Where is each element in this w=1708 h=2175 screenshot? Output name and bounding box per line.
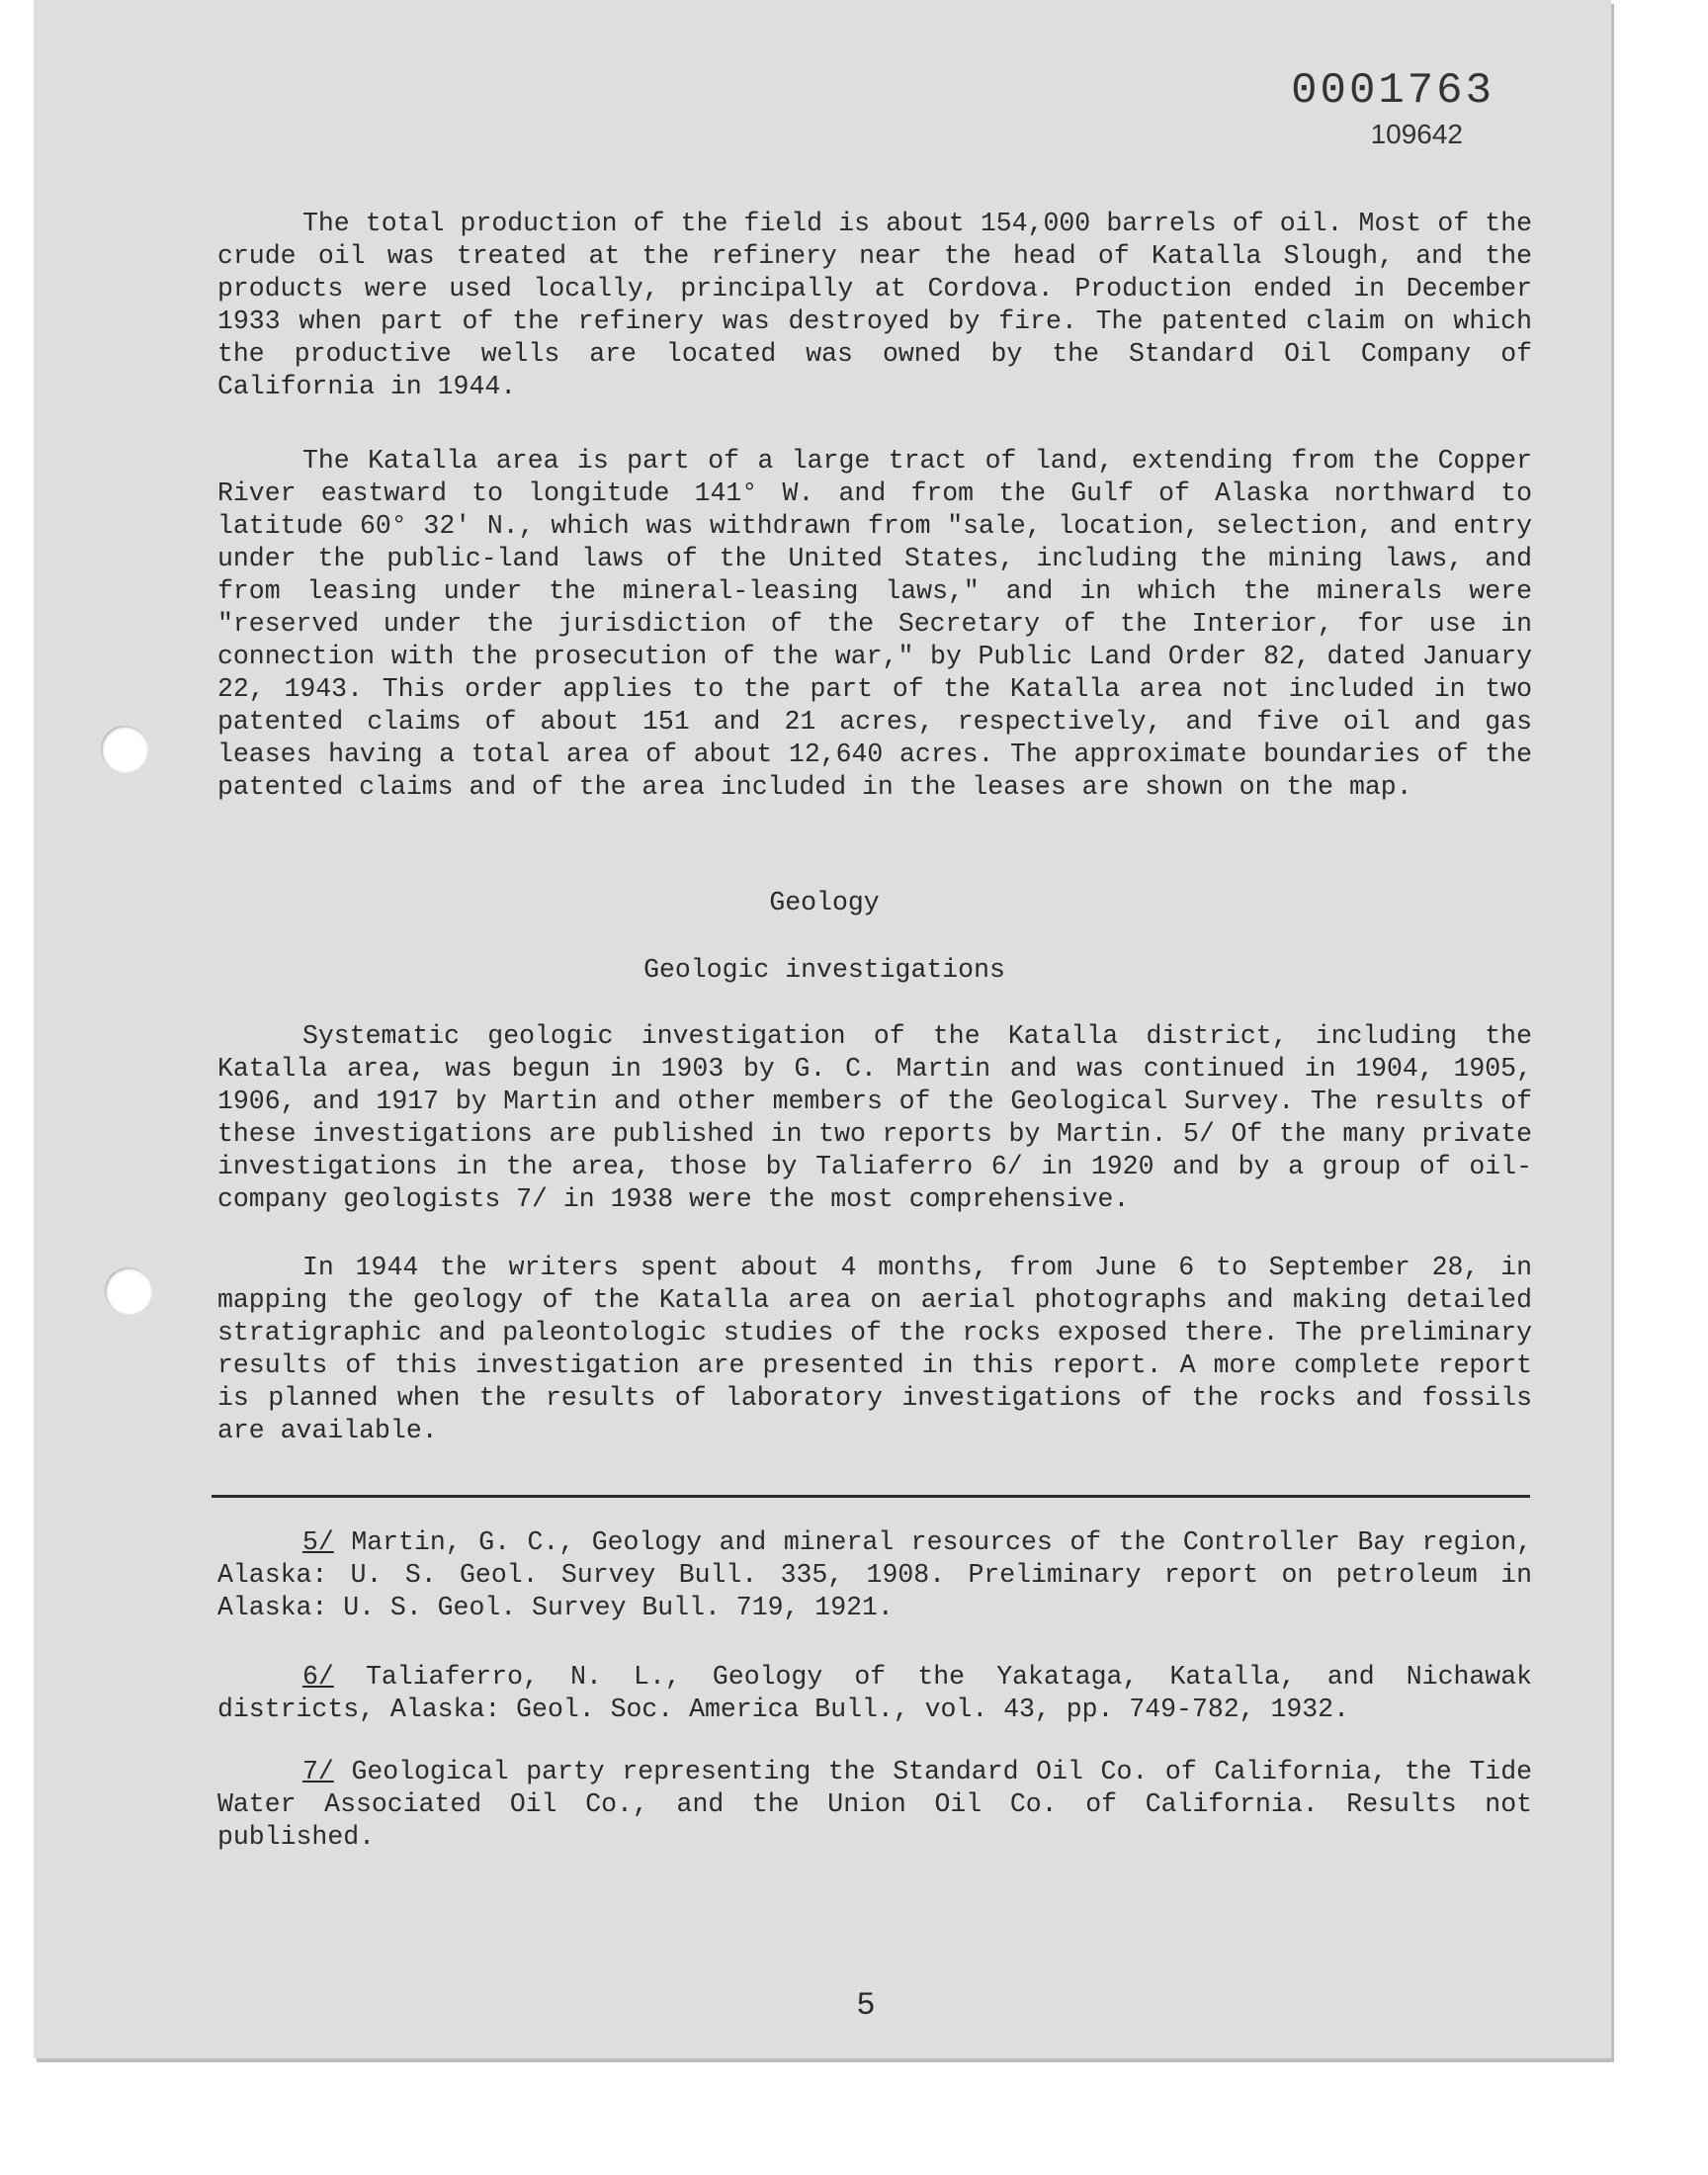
footnote-6 xyxy=(217,1661,1532,1726)
punch-hole-upper xyxy=(101,726,148,773)
subsection-heading: Geologic investigations xyxy=(643,955,1005,985)
paragraph-withdrawal: The Katalla area is part of a large tract of land, extending from the Copper River eastward to longitude 141° W. and from the Gulf of Alaska northward to latitude 60° 32' N., which was withdrawn from "sale, location, selection, and entry under the public-land laws of the United States, including the mining laws, and from leasing under the mineral-leasing laws," and in which the minerals were "reserved under the jurisdiction of the Secretary of the Interior, for use in connection with the prosecution of the war," by Public Land Order 82, dated January 22, 1943. This order applies to the part of the Katalla area not included in two patented claims of about 151 and 21 acres, respectively, and five oil and gas leases having a total area of about 12,640 acres. The approximate boundaries of the patented claims and of the area included in the leases are shown on the map. xyxy=(217,446,1532,802)
punch-hole-lower xyxy=(105,1267,152,1315)
document-number: 0001763 xyxy=(1291,66,1494,116)
footnote-text: Taliaferro, N. L., Geology of the Yakataga, Katalla, and Nichawak districts, Alaska: Geol. Soc. America Bull., vol. 43, pp. 749-782, 1932. xyxy=(217,1662,1533,1724)
page-number: 5 xyxy=(856,1987,876,2024)
paragraph-investigations: Systematic geologic investigation of the Katalla district, including the Katalla area, was begun in 1903 by G. C. Martin and was continued in 1904, 1905, 1906, and 1917 by Martin and other members of the Geological Survey. The results of these investigations are published in two reports by Martin. 5/ Of the many private investigations in the area, those by Taliaferro 6/ in 1920 and by a group of oil-company geologists 7/ in 1938 were the most comprehensive. xyxy=(217,1021,1532,1214)
footnote-text: Martin, G. C., Geology and mineral resources of the Controller Bay region, Alaska: U. S. Geol. Survey Bull. 335, 1908. Preliminary report on petroleum in Alaska: U. S. Geol. Survey Bull. 719, 1921. xyxy=(217,1527,1532,1622)
footnote-marker: 6/ xyxy=(302,1662,334,1692)
footnote-marker: 5/ xyxy=(302,1527,334,1557)
accession-number: 109642 xyxy=(1370,119,1463,149)
section-heading: Geology xyxy=(769,888,880,917)
footnote-7 xyxy=(217,1756,1532,1854)
footnote-divider xyxy=(212,1495,1530,1498)
footnote-marker: 7/ xyxy=(302,1757,334,1786)
footnote-text: Geological party representing the Standard Oil Co. of California, the Tide Water Associated Oil Co., and the Union Oil Co. of California. Results not published. xyxy=(217,1757,1533,1852)
document-page xyxy=(34,0,1611,2058)
footnote-5 xyxy=(217,1526,1532,1624)
paragraph-production: The total production of the field is about 154,000 barrels of oil. Most of the crude oil was treated at the refinery near the head of Katalla Slough, and the products were used locally, principally at Cordova. Production ended in December 1933 when part of the refinery was destroyed by fire. The patented claim on which the productive wells are located was owned by the Standard Oil Company of California in 1944. xyxy=(217,209,1532,401)
paragraph-field-work: In 1944 the writers spent about 4 months, from June 6 to September 28, in mapping the geology of the Katalla area on aerial photographs and making detailed stratigraphic and paleontologic studies of the rocks exposed there. The preliminary results of this investigation are presented in this report. A more complete report is planned when the results of laboratory investigations of the rocks and fossils are available. xyxy=(217,1253,1532,1445)
